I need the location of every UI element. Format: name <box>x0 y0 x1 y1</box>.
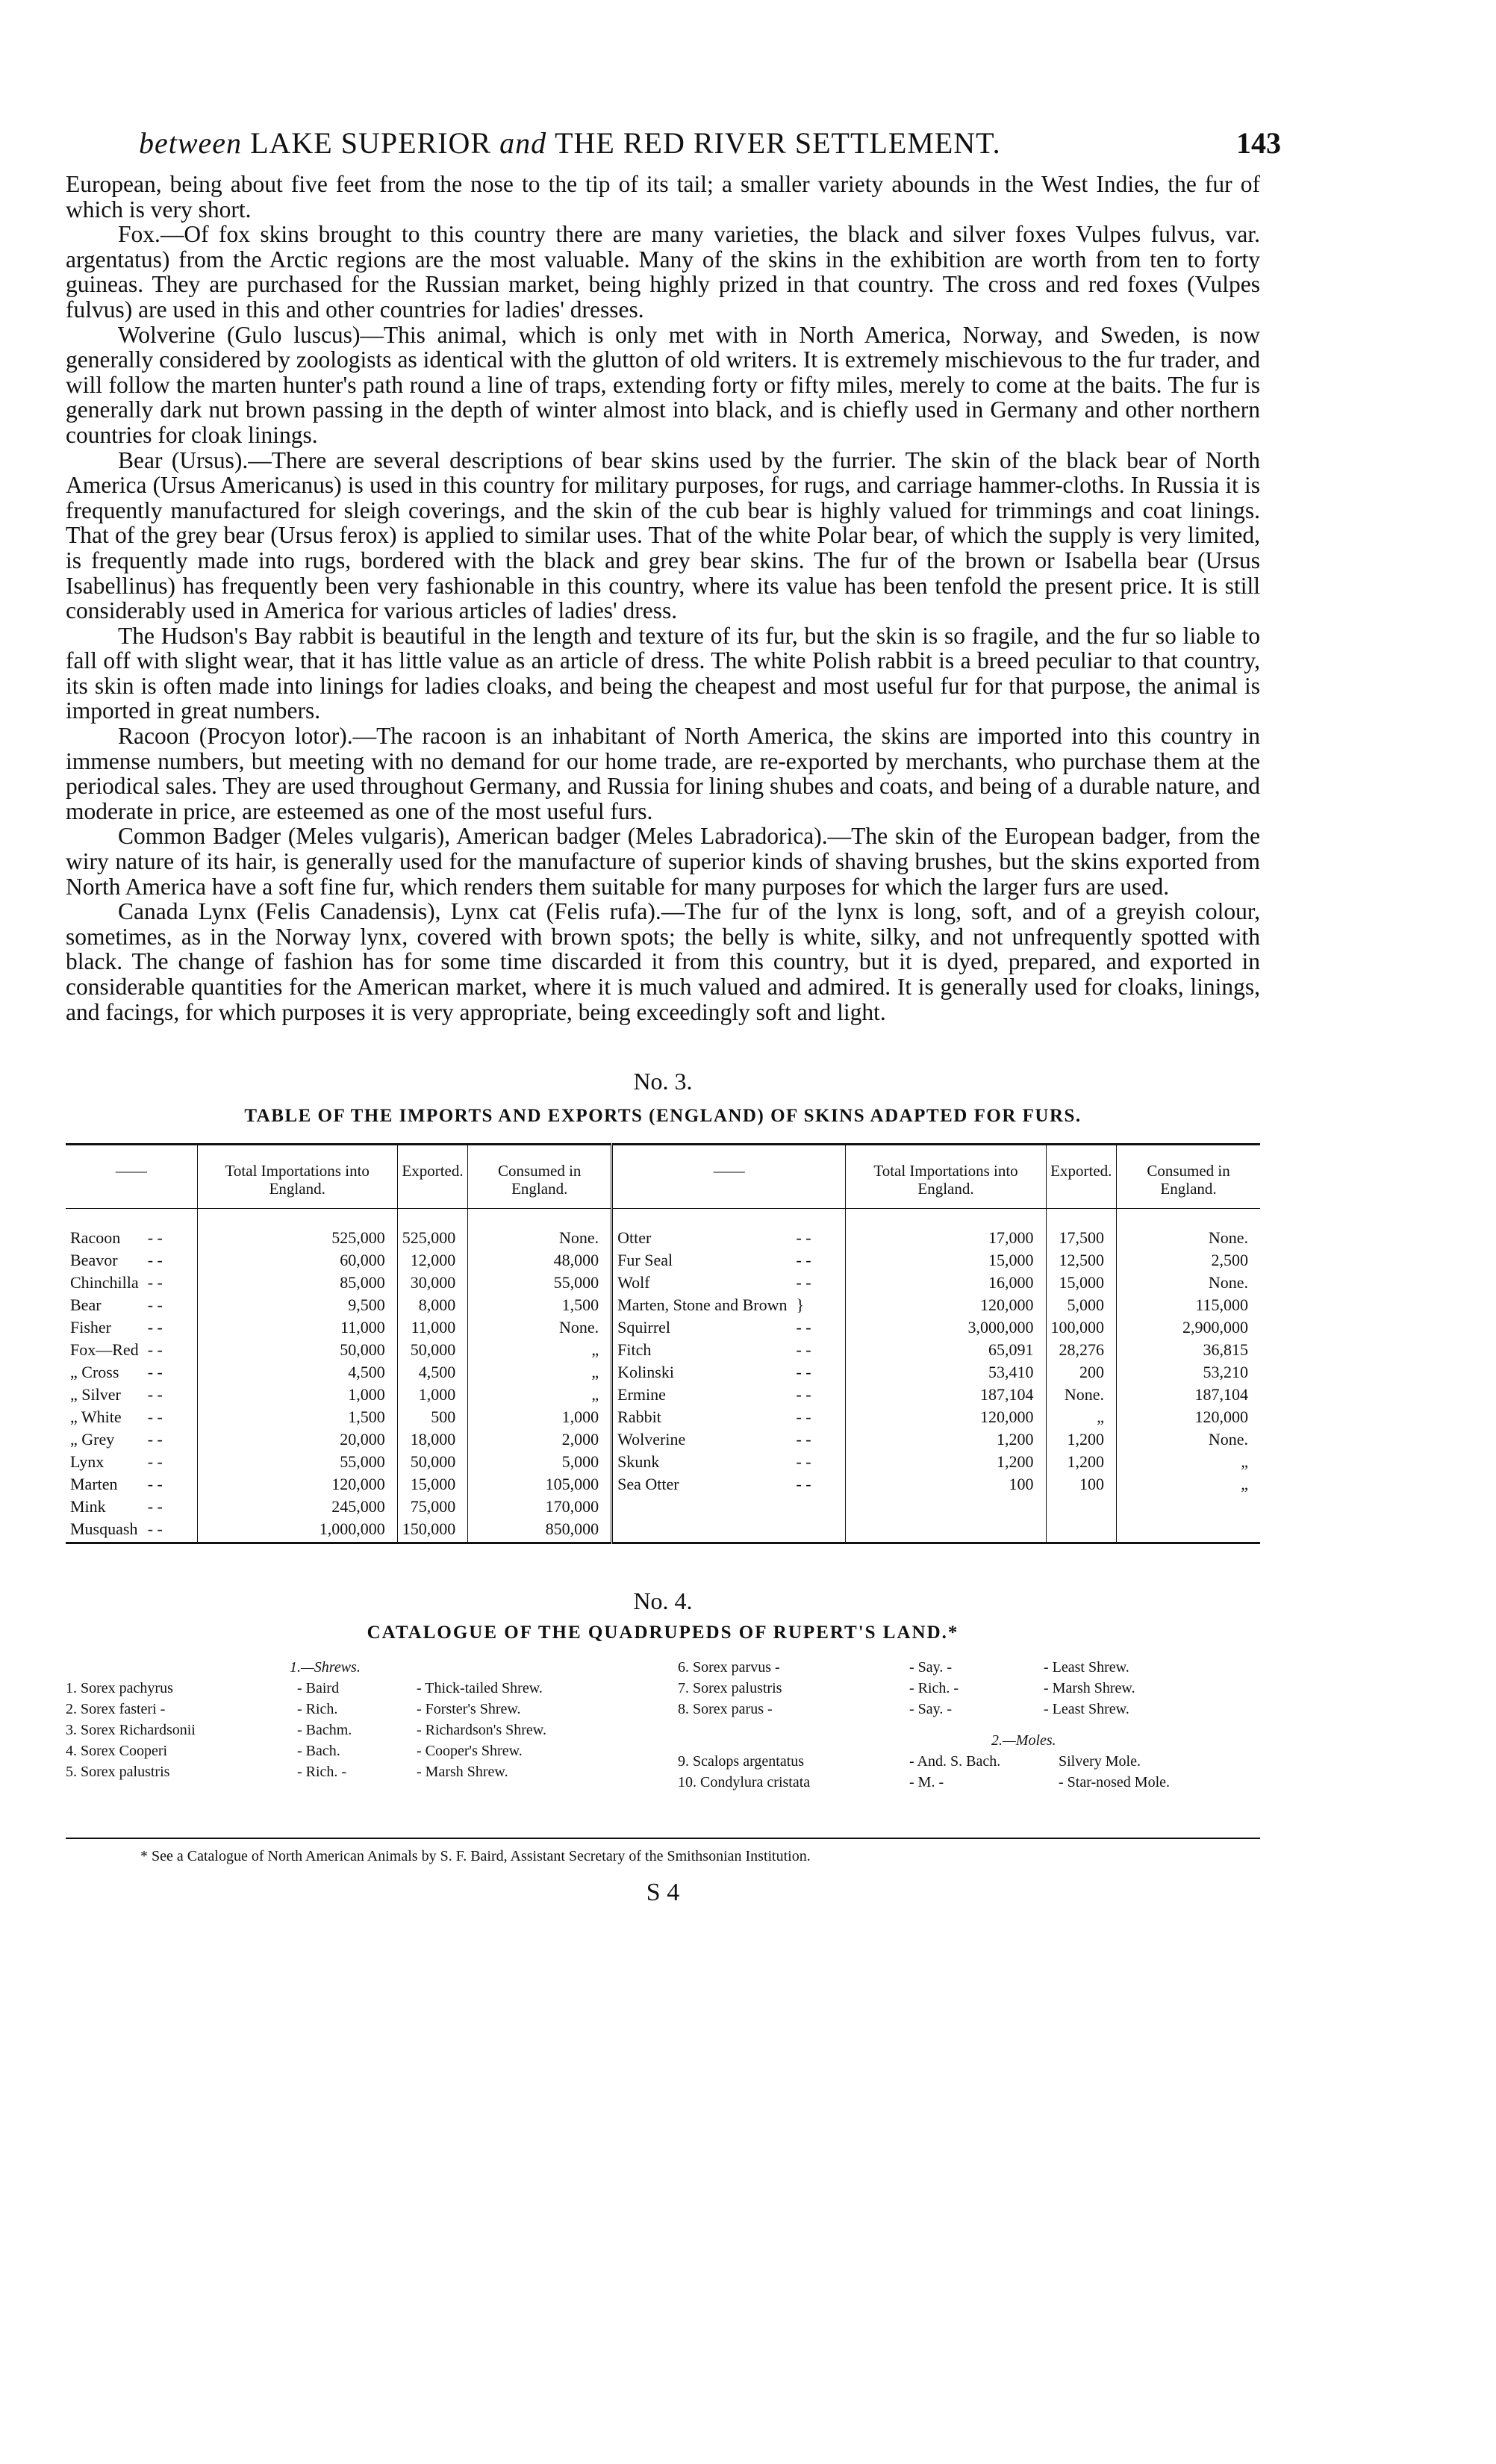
cell-imported: 55,000 <box>197 1452 397 1475</box>
cell-imported <box>846 1497 1046 1519</box>
catalogue-left-list <box>66 1678 633 1782</box>
col-header-exported: Exported. <box>1046 1145 1117 1209</box>
cell-skin: Ermine <box>612 1385 792 1407</box>
catalogue-entry <box>678 1678 1260 1699</box>
species-name: 6. Sorex parvus - <box>678 1659 780 1676</box>
cell-dots: - - <box>796 1363 811 1382</box>
cell-imported: 1,200 <box>846 1452 1046 1475</box>
subheading-moles: 2.—Moles. <box>991 1732 1056 1749</box>
catalogue-entry <box>678 1699 1260 1720</box>
cell-exported <box>1046 1519 1117 1543</box>
catalogue-right-list-shrews <box>678 1657 1260 1720</box>
catalogue-right-list-moles <box>678 1751 1260 1793</box>
common-name: - Forster's Shrew. <box>417 1701 521 1718</box>
authority: - Baird <box>297 1680 340 1697</box>
cell-dots <box>791 1497 846 1519</box>
table-row <box>66 1318 1260 1340</box>
common-name: - Thick-tailed Shrew. <box>417 1680 543 1697</box>
cell-skin: Rabbit <box>612 1407 792 1430</box>
species-name: 1. Sorex pachyrus <box>66 1680 173 1697</box>
cell-imported: 60,000 <box>197 1251 397 1273</box>
authority: - And. S. Bach. <box>909 1753 1001 1770</box>
common-name: - Marsh Shrew. <box>417 1764 508 1781</box>
cell-imported: 1,000 <box>197 1385 397 1407</box>
col-header-importations: Total Importations into England. <box>846 1145 1046 1209</box>
authority: - Say. - <box>909 1659 953 1676</box>
cell-skin: Fitch <box>612 1340 792 1363</box>
col-header-name-right: —— <box>612 1145 846 1209</box>
table-row <box>66 1273 1260 1295</box>
cell-dots: - - <box>147 1385 163 1404</box>
cell-dots: - - <box>147 1273 163 1292</box>
authority: - Rich. - <box>909 1680 959 1697</box>
cell-skin: Skunk <box>612 1452 792 1475</box>
table-row <box>66 1475 1260 1497</box>
authority: - Say. - <box>909 1701 953 1718</box>
footnote-rule <box>66 1838 1260 1839</box>
cell-consumed: 48,000 <box>468 1251 612 1273</box>
table-row <box>66 1452 1260 1475</box>
cell-dots: - - <box>796 1228 811 1248</box>
cell-skin: Beavor <box>70 1251 118 1270</box>
paragraph: Common Badger (Meles vulgaris), American badger (Meles Labradorica).—The skin of the European badger, from the wiry nature of its hair, is generally used for the manufacture of superior kinds of shaving brushes, but the skins exported from North America have a soft fine fur, which renders them suitable for many purposes for which the larger furs are used. <box>66 823 1260 900</box>
paragraph: The Hudson's Bay rabbit is beautiful in the length and texture of its fur, but the skin is so fragile, and the fur so liable to fall off with slight wear, that it has little value as an article of dress. The white Polish rabbit is a breed peculiar to that country, its skin is often made into linings for ladies cloaks, and being the cheapest and most useful fur for that purpose, the animal is imported in great numbers. <box>66 622 1260 724</box>
table-row <box>66 1363 1260 1385</box>
cell-imported <box>846 1519 1046 1543</box>
cell-consumed: None. <box>468 1209 612 1251</box>
cell-exported: 8,000 <box>397 1295 468 1318</box>
col-header-exported: Exported. <box>397 1145 468 1209</box>
body-text <box>66 172 1260 1024</box>
col-header-importations: Total Importations into England. <box>197 1145 397 1209</box>
cell-dots: - - <box>147 1228 163 1248</box>
table-row <box>66 1340 1260 1363</box>
cell-imported: 9,500 <box>197 1295 397 1318</box>
cell-skin: Lynx <box>70 1452 105 1472</box>
cell-imported: 50,000 <box>197 1340 397 1363</box>
cell-skin: „ Cross <box>70 1363 119 1382</box>
common-name: - Least Shrew. <box>1044 1701 1129 1718</box>
cell-consumed: 120,000 <box>1117 1407 1260 1430</box>
cell-consumed: 36,815 <box>1117 1340 1260 1363</box>
cell-skin: Otter <box>612 1209 792 1251</box>
cell-consumed <box>1117 1519 1260 1543</box>
table-row <box>66 1497 1260 1519</box>
common-name: - Cooper's Shrew. <box>417 1743 523 1760</box>
cell-exported: 15,000 <box>1046 1273 1117 1295</box>
cell-consumed: „ <box>468 1385 612 1407</box>
cell-consumed: None. <box>1117 1430 1260 1452</box>
cell-exported: 18,000 <box>397 1430 468 1452</box>
cell-exported: 17,500 <box>1046 1209 1117 1251</box>
cell-consumed: 55,000 <box>468 1273 612 1295</box>
cell-skin: Mink <box>70 1497 106 1516</box>
cell-imported: 1,200 <box>846 1430 1046 1452</box>
paragraph: Canada Lynx (Felis Canadensis), Lynx cat (Felis rufa).—The fur of the lynx is long, soft, and of a greyish colour, sometimes, as in the Norway lynx, covered with brown spots; the belly is white, silky, and not unfrequently spotted with black. The change of fashion has for some time discarded it from this country, but it is dyed, prepared, and exported in considerable quantities for the American market, where it is much valued and admired. It is generally used for cloaks, linings, and facings, for which purposes it is very appropriate, being exceedingly soft and light. <box>66 898 1260 1025</box>
cell-imported: 53,410 <box>846 1363 1046 1385</box>
cell-skin: Fisher <box>70 1318 111 1337</box>
authority: - Bachm. <box>297 1722 352 1739</box>
cell-exported: 100 <box>1046 1475 1117 1497</box>
cell-exported: 50,000 <box>397 1452 468 1475</box>
cell-dots: - - <box>147 1407 163 1427</box>
cell-dots: } <box>796 1295 805 1315</box>
cell-dots: - - <box>147 1475 163 1494</box>
cell-skin <box>612 1497 792 1519</box>
cell-dots: - - <box>796 1385 811 1404</box>
cell-dots <box>791 1519 846 1543</box>
catalogue-entry <box>678 1772 1260 1793</box>
cell-dots: - - <box>147 1318 163 1337</box>
cell-consumed: „ <box>468 1340 612 1363</box>
cell-exported: 1,200 <box>1046 1430 1117 1452</box>
cell-consumed: 1,000 <box>468 1407 612 1430</box>
catalogue-entry <box>678 1751 1260 1772</box>
imports-exports-table <box>66 1143 1260 1544</box>
cell-dots: - - <box>147 1497 163 1516</box>
paragraph: Wolverine (Gulo luscus)—This animal, which is only met with in North America, Norway, and Sweden, is now generally considered by zoologists as identical with the glutton of old writers. It is extremely mischievous to the fur trader, and will follow the marten hunter's path round a line of traps, extending forty or fifty miles, merely to come at the baits. The fur is generally dark nut brown passing in the depth of winter almost into black, and is chiefly used in Germany and other northern countries for cloak linings. <box>66 321 1260 448</box>
cell-skin: Marten <box>70 1475 118 1494</box>
title-part-lake: LAKE SUPERIOR <box>250 126 500 160</box>
catalogue-title: CATALOGUE OF THE QUADRUPEDS OF RUPERT'S LAND.* <box>367 1623 959 1643</box>
cell-skin: Musquash <box>70 1519 138 1539</box>
cell-consumed: None. <box>1117 1209 1260 1251</box>
cell-dots: - - <box>147 1363 163 1382</box>
cell-dots: - - <box>147 1295 163 1315</box>
species-name: 3. Sorex Richardsonii <box>66 1722 196 1739</box>
common-name: - Least Shrew. <box>1044 1659 1129 1676</box>
common-name: - Star-nosed Mole. <box>1059 1774 1171 1791</box>
cell-exported: 12,500 <box>1046 1251 1117 1273</box>
cell-skin: Fur Seal <box>612 1251 792 1273</box>
table-title: TABLE OF THE IMPORTS AND EXPORTS (ENGLAND) OF SKINS ADAPTED FOR FURS. <box>244 1106 1082 1127</box>
title-part-between: between <box>139 126 251 160</box>
cell-consumed: None. <box>1117 1273 1260 1295</box>
cell-exported: None. <box>1046 1385 1117 1407</box>
cell-skin: Marten, Stone and Brown <box>612 1295 792 1318</box>
cell-imported: 120,000 <box>846 1407 1046 1430</box>
cell-consumed: 2,900,000 <box>1117 1318 1260 1340</box>
cell-imported: 1,500 <box>197 1407 397 1430</box>
page-number: 143 <box>1236 126 1281 160</box>
cell-dots: - - <box>147 1251 163 1270</box>
authority: - Rich. - <box>297 1764 347 1781</box>
cell-skin: „ Silver <box>70 1385 121 1404</box>
cell-consumed: 115,000 <box>1117 1295 1260 1318</box>
cell-exported: 500 <box>397 1407 468 1430</box>
cell-consumed: 187,104 <box>1117 1385 1260 1407</box>
cell-imported: 85,000 <box>197 1273 397 1295</box>
table-row <box>66 1519 1260 1543</box>
catalogue-entry <box>66 1761 633 1782</box>
title-part-and: and <box>499 126 555 160</box>
cell-exported: 1,200 <box>1046 1452 1117 1475</box>
cell-exported: 1,000 <box>397 1385 468 1407</box>
common-name: - Richardson's Shrew. <box>417 1722 546 1739</box>
cell-consumed: „ <box>468 1363 612 1385</box>
cell-consumed: 170,000 <box>468 1497 612 1519</box>
cell-dots: - - <box>147 1430 163 1449</box>
cell-dots: - - <box>796 1340 811 1360</box>
species-name: 10. Condylura cristata <box>678 1774 811 1791</box>
catalogue-entry <box>66 1699 633 1720</box>
common-name: - Marsh Shrew. <box>1044 1680 1135 1697</box>
species-name: 9. Scalops argentatus <box>678 1753 805 1770</box>
species-name: 5. Sorex palustris <box>66 1764 170 1781</box>
cell-skin: „ Grey <box>70 1430 115 1449</box>
cell-imported: 187,104 <box>846 1385 1046 1407</box>
cell-exported: 150,000 <box>397 1519 468 1543</box>
catalogue-entry <box>66 1720 633 1740</box>
cell-exported: 50,000 <box>397 1340 468 1363</box>
cell-imported: 20,000 <box>197 1430 397 1452</box>
cell-consumed <box>1117 1497 1260 1519</box>
table-row <box>66 1295 1260 1318</box>
cell-dots: - - <box>796 1251 811 1270</box>
cell-dots: - - <box>147 1452 163 1472</box>
col-header-consumed: Consumed in England. <box>1117 1145 1260 1209</box>
cell-imported: 3,000,000 <box>846 1318 1046 1340</box>
cell-consumed: 850,000 <box>468 1519 612 1543</box>
species-name: 7. Sorex palustris <box>678 1680 782 1697</box>
cell-exported: 28,276 <box>1046 1340 1117 1363</box>
cell-imported: 245,000 <box>197 1497 397 1519</box>
paragraph: Racoon (Procyon lotor).—The racoon is an inhabitant of North America, the skins are imported into this country in immense numbers, but meeting with no demand for our home trade, are re-exported by merchants, who purchase them at the periodical sales. They are used throughout Germany, and Russia for lining shubes and coats, and being of a durable nature, and moderate in price, are esteemed as one of the most useful furs. <box>66 723 1260 824</box>
paragraph: European, being about five feet from the nose to the tip of its tail; a smaller variety abounds in the West Indies, the fur of which is very short. <box>66 171 1260 223</box>
cell-exported: „ <box>1046 1407 1117 1430</box>
cell-exported: 4,500 <box>397 1363 468 1385</box>
cell-exported: 15,000 <box>397 1475 468 1497</box>
signature-mark: S 4 <box>646 1879 680 1907</box>
catalogue-entry <box>66 1740 633 1761</box>
cell-exported: 100,000 <box>1046 1318 1117 1340</box>
cell-skin: Chinchilla <box>70 1273 139 1292</box>
cell-skin <box>612 1519 792 1543</box>
cell-consumed: „ <box>1117 1475 1260 1497</box>
cell-dots: - - <box>796 1430 811 1449</box>
cell-skin: Bear <box>70 1295 102 1315</box>
cell-exported: 75,000 <box>397 1497 468 1519</box>
cell-exported: 11,000 <box>397 1318 468 1340</box>
cell-skin: Squirrel <box>612 1318 792 1340</box>
cell-consumed: 5,000 <box>468 1452 612 1475</box>
table-number: No. 3. <box>633 1068 693 1095</box>
cell-imported: 525,000 <box>197 1209 397 1251</box>
table-row <box>66 1209 1260 1251</box>
cell-consumed: 105,000 <box>468 1475 612 1497</box>
cell-dots: - - <box>796 1273 811 1292</box>
common-name: Silvery Mole. <box>1059 1753 1141 1770</box>
species-name: 2. Sorex fasteri - <box>66 1701 166 1718</box>
cell-skin: Wolf <box>612 1273 792 1295</box>
col-header-name-left: —— <box>66 1145 197 1209</box>
cell-exported: 5,000 <box>1046 1295 1117 1318</box>
species-name: 4. Sorex Cooperi <box>66 1743 168 1760</box>
cell-consumed: 1,500 <box>468 1295 612 1318</box>
paragraph: Fox.—Of fox skins brought to this country there are many varieties, the black and silver foxes Vulpes fulvus, var. argentatus) from the Arctic regions are the most valuable. Many of the skins in the exhibition are worth from ten to forty guineas. They are purchased for the Russian market, being highly prized in that country. The cross and red foxes (Vulpes fulvus) are used in this and other countries for ladies' dresses. <box>66 221 1260 323</box>
cell-dots: - - <box>796 1452 811 1472</box>
cell-exported <box>1046 1497 1117 1519</box>
cell-exported: 30,000 <box>397 1273 468 1295</box>
cell-skin: Racoon <box>70 1228 121 1248</box>
cell-dots: - - <box>796 1318 811 1337</box>
cell-imported: 120,000 <box>846 1295 1046 1318</box>
catalogue-entry <box>66 1678 633 1699</box>
cell-imported: 120,000 <box>197 1475 397 1497</box>
cell-consumed: 2,000 <box>468 1430 612 1452</box>
cell-dots: - - <box>796 1407 811 1427</box>
catalogue-left-column <box>66 1657 633 1782</box>
running-title <box>139 125 1001 161</box>
cell-skin: Wolverine <box>612 1430 792 1452</box>
cell-imported: 65,091 <box>846 1340 1046 1363</box>
catalogue-right-column <box>678 1657 1260 1793</box>
table-row <box>66 1407 1260 1430</box>
cell-imported: 1,000,000 <box>197 1519 397 1543</box>
cell-dots: - - <box>147 1340 163 1360</box>
cell-imported: 11,000 <box>197 1318 397 1340</box>
paragraph: Bear (Ursus).—There are several descriptions of bear skins used by the furrier. The skin of the black bear of North America (Ursus Americanus) is used in this country for military purposes, for rugs, and carriage hammer-cloths. In Russia it is frequently manufactured for sleigh coverings, and the skin of the cub bear is highly valued for trimmings and coat linings. That of the grey bear (Ursus ferox) is applied to similar uses. That of the white Polar bear, of which the supply is very limited, is frequently made into rugs, bordered with the black and grey bear skins. The fur of the brown or Isabella bear (Ursus Isabellinus) has frequently been very fashionable in this country, where its value has been tenfold the present price. It is still considerably used in America for various articles of ladies' dress. <box>66 447 1260 624</box>
cell-imported: 17,000 <box>846 1209 1046 1251</box>
col-header-consumed: Consumed in England. <box>468 1145 612 1209</box>
authority: - Rich. <box>297 1701 338 1718</box>
cell-exported: 525,000 <box>397 1209 468 1251</box>
book-page <box>66 112 1281 1907</box>
catalogue <box>66 1657 1260 1829</box>
table-row <box>66 1251 1260 1273</box>
authority: - Bach. <box>297 1743 340 1760</box>
cell-skin: „ White <box>70 1407 122 1427</box>
footnote: * See a Catalogue of North American Animals by S. F. Baird, Assistant Secretary of the Smithsonian Institution. <box>140 1848 811 1865</box>
table-row <box>66 1430 1260 1452</box>
table-row <box>66 1385 1260 1407</box>
species-name: 8. Sorex parus - <box>678 1701 773 1718</box>
cell-imported: 100 <box>846 1475 1046 1497</box>
cell-consumed: 53,210 <box>1117 1363 1260 1385</box>
cell-skin: Kolinski <box>612 1363 792 1385</box>
subheading-shrews: 1.—Shrews. <box>290 1659 361 1676</box>
cell-consumed: „ <box>1117 1452 1260 1475</box>
cell-consumed: 2,500 <box>1117 1251 1260 1273</box>
cell-exported: 12,000 <box>397 1251 468 1273</box>
catalogue-entry <box>678 1657 1260 1678</box>
cell-skin: Sea Otter <box>612 1475 792 1497</box>
cell-dots: - - <box>147 1519 163 1539</box>
catalogue-number: No. 4. <box>633 1587 693 1615</box>
authority: - M. - <box>909 1774 944 1791</box>
cell-imported: 15,000 <box>846 1251 1046 1273</box>
cell-skin: Fox—Red <box>70 1340 139 1360</box>
title-part-river: THE RED RIVER SETTLEMENT. <box>555 126 1001 160</box>
cell-exported: 200 <box>1046 1363 1117 1385</box>
cell-imported: 16,000 <box>846 1273 1046 1295</box>
table-body <box>66 1209 1260 1543</box>
cell-dots: - - <box>796 1475 811 1494</box>
running-header <box>66 112 1281 172</box>
cell-consumed: None. <box>468 1318 612 1340</box>
cell-imported: 4,500 <box>197 1363 397 1385</box>
